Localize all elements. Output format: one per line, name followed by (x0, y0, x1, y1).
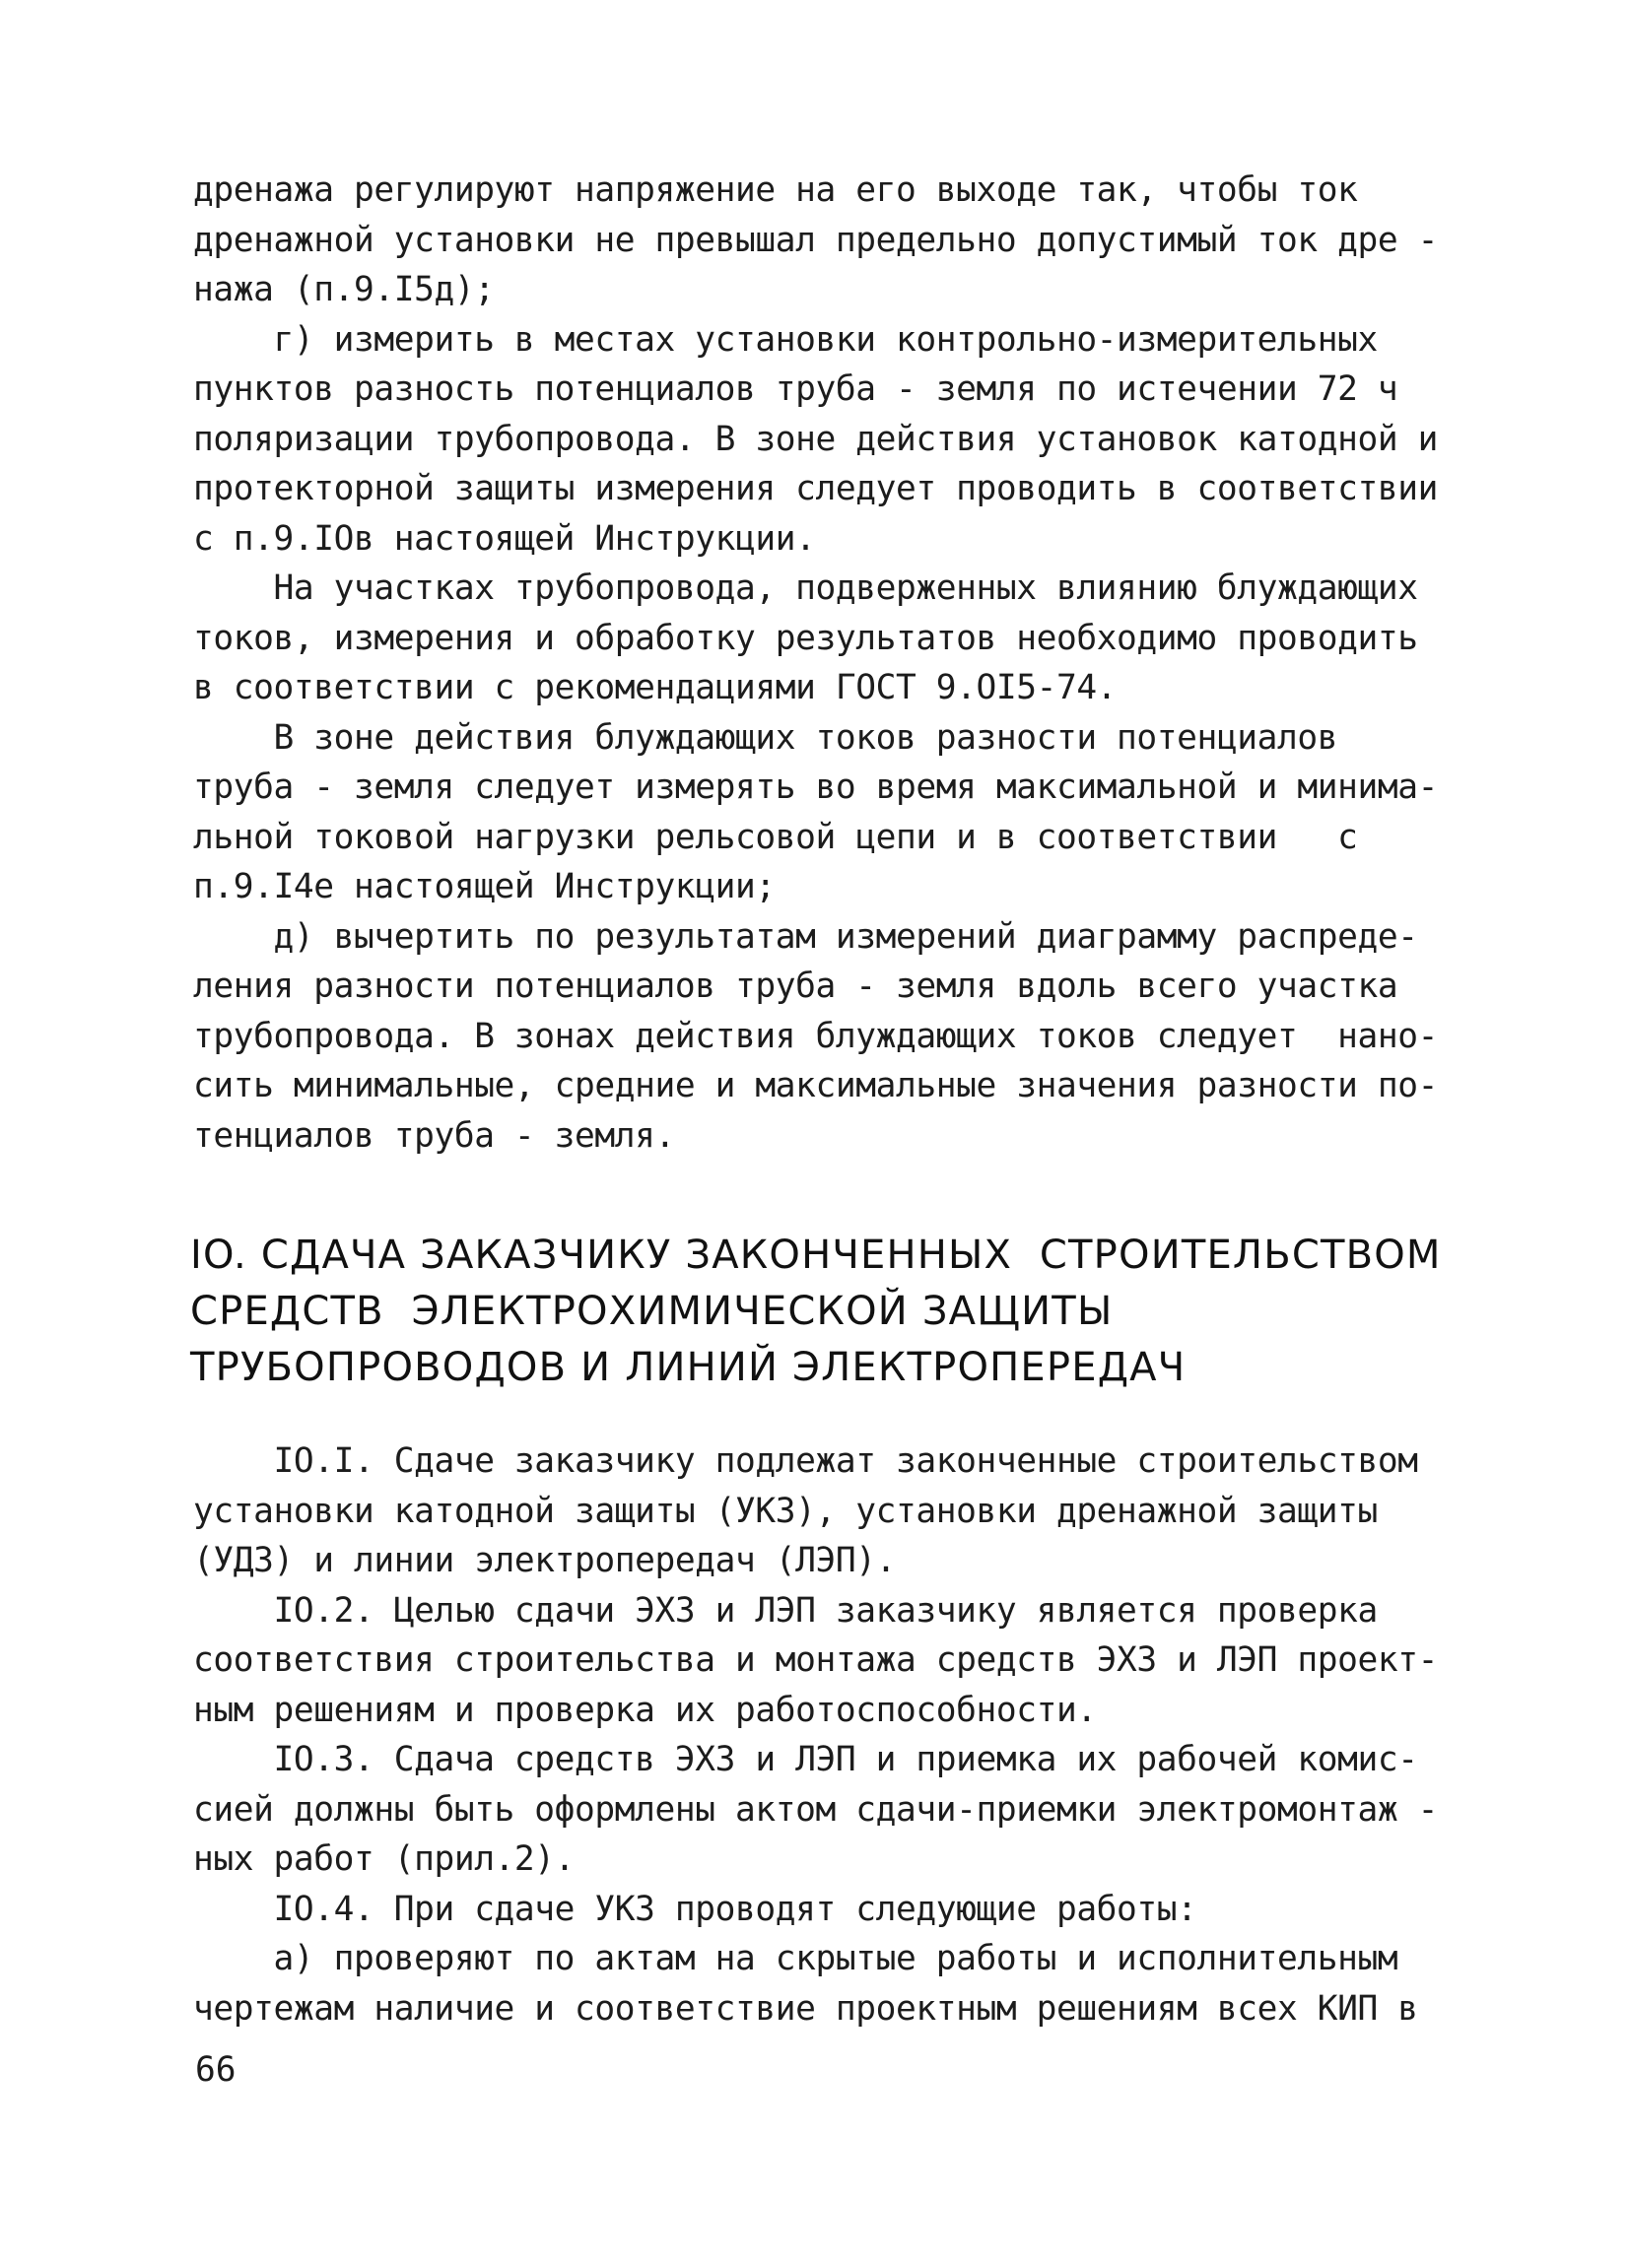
text-line: (УДЗ) и линии электропередач (ЛЭП). (193, 1541, 896, 1580)
text-line: г) измерить в местах установки контрольно-измерительных (193, 319, 1378, 360)
text-line: На участках трубопровода, подверженных влиянию блуждающих (193, 568, 1418, 608)
text-line: в соответствии с рекомендациями ГОСТ 9.OI5-74. (193, 668, 1118, 707)
text-line: ным решениям и проверка их работоспособности. (193, 1690, 1097, 1730)
text-line: трубопровода. В зонах действия блуждающих токов следует нано- (193, 1016, 1438, 1056)
text-line: IO.2. Целью сдачи ЭХЗ и ЛЭП заказчику является проверка (193, 1590, 1378, 1631)
text-line: п.9.I4е настоящей Инструкции; (193, 867, 776, 906)
text-line: нажа (п.9.I5д); (193, 270, 495, 309)
text-line: IO.3. Сдача средств ЭХЗ и ЛЭП и приемка их рабочей комис- (193, 1740, 1418, 1779)
page-number: 66 (195, 2050, 237, 2090)
text-line: льной токовой нагрузки рельсовой цепи и в соответствии с (193, 817, 1358, 857)
text-line: соответствия строительства и монтажа средств ЭХЗ и ЛЭП проект- (193, 1640, 1438, 1680)
heading-line: ТРУБОПРОВОДОВ И ЛИНИЙ ЭЛЕКТРОПЕРЕДАЧ (190, 1345, 1187, 1390)
text-line: с п.9.IOв настоящей Инструкции. (193, 518, 816, 559)
text-line: ления разности потенциалов труба - земля вдоль всего участка (193, 967, 1398, 1006)
text-line: чертежам наличие и соответствие проектным решениям всех КИП в (193, 1988, 1418, 2029)
section-heading (190, 1228, 1471, 1396)
text-line: поляризации трубопровода. В зоне действия установок катодной и (193, 419, 1438, 459)
text-line: пунктов разность потенциалов труба - земля по истечении 72 ч (193, 369, 1398, 409)
text-line: дренажа регулируют напряжение на его выходе так, чтобы ток (193, 170, 1358, 210)
text-line: токов, измерения и обработку результатов необходимо проводить (193, 618, 1418, 658)
text-line: а) проверяют по актам на скрытые работы и исполнительным (193, 1939, 1398, 1978)
heading-line: СРЕДСТВ ЭЛЕКТРОХИМИЧЕСКОЙ ЗАЩИТЫ (190, 1289, 1114, 1334)
text-line: сить минимальные, средние и максимальные значения разности по- (193, 1066, 1438, 1105)
text-line: IO.I. Сдаче заказчику подлежат законченные строительством (193, 1441, 1418, 1481)
heading-line: IO. СДАЧА ЗАКАЗЧИКУ ЗАКОНЧЕННЫХ СТРОИТЕЛЬСТВОМ (190, 1233, 1442, 1278)
text-line: ных работ (прил.2). (193, 1839, 576, 1879)
text-line: IO.4. При сдаче УКЗ проводят следующие работы: (193, 1889, 1197, 1929)
body-text-bottom (193, 1436, 1438, 2034)
text-line: д) вычертить по результатам измерений диаграмму распреде- (193, 916, 1418, 957)
body-text-top (193, 166, 1438, 1161)
text-line: дренажной установки не превышал предельно допустимый ток дре - (193, 220, 1438, 260)
text-line: В зоне действия блуждающих токов разности потенциалов (193, 717, 1338, 758)
text-line: труба - земля следует измерять во время максимальной и минима- (193, 767, 1438, 807)
text-line: сией должны быть оформлены актом сдачи-приемки электромонтаж - (193, 1789, 1438, 1830)
text-line: тенциалов труба - земля. (193, 1115, 675, 1156)
text-line: протекторной защиты измерения следует проводить в соответствии (193, 469, 1438, 508)
text-line: установки катодной защиты (УКЗ), установки дренажной защиты (193, 1491, 1378, 1531)
